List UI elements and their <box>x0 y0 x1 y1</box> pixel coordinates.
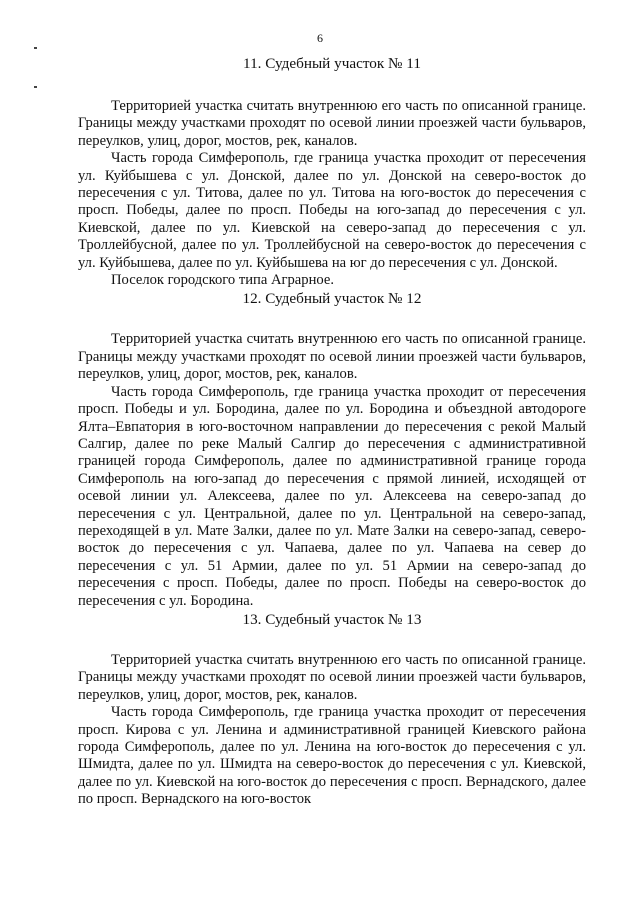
paragraph: Поселок городского типа Аграрное. <box>111 272 334 289</box>
section-heading: 12. Судебный участок № 12 <box>242 290 422 308</box>
paragraph: Часть города Симферополь, где граница участка проходит от пересечения ул. Куйбышева с ул. Донской, далее по ул. Донской на северо-восток до пересечения с ул. Титова, далее по ул. Титова на юго-восток до пересечения с просп. Победы, далее по просп. Победы на юго-запад до пересечения с ул. Киевской, далее по ул. Киевской на северо-запад до пересечения с ул. Троллейбусной, далее по ул. Троллейбусной на северо-восток до пересечения с ул. Куйбышева, далее по ул. Куйбышева на юг до пересечения с ул. Донской. <box>78 150 586 271</box>
scan-mark <box>34 47 37 49</box>
paragraph: Территорией участка считать внутреннюю его часть по описанной границе. Границы между участками проходят по осевой линии проезжей части бульваров, переулков, улиц, дорог, мостов, рек, каналов. <box>78 98 586 149</box>
section-13 <box>78 610 586 809</box>
page-number: 6 <box>317 31 323 45</box>
section-heading: 13. Судебный участок № 13 <box>242 610 422 628</box>
scan-mark <box>34 86 37 88</box>
section-12 <box>78 289 586 610</box>
section-11 <box>78 54 586 289</box>
section-heading: 11. Судебный участок № 11 <box>243 55 421 72</box>
paragraph: Территорией участка считать внутреннюю его часть по описанной границе. Границы между участками проходят по осевой линии проезжей части бульваров, переулков, улиц, дорог, мостов, рек, каналов. <box>78 651 586 703</box>
paragraph: Часть города Симферополь, где граница участка проходит от пересечения просп. Победы и ул. Бородина, далее по ул. Бородина и объездной автодороге Ялта–Евпатория в юго-восточном направлении до пересечения с рекой Малый Салгир, далее по реке Малый Салгир до пересечения с административной границей города Симферополь, далее по административной границе города Симферополь на юго-запад до пересечения с прямой линией, исходящей от осевой линии ул. Алексеева, далее по ул. Алексеева на северо-запад до пересечения с ул. Центральной, далее по ул. Центральной на северо-запад, переходящей в ул. Мате Залки, далее по ул. Мате Залки на северо-запад, северо-восток до пересечения с ул. Чапаева, далее по ул. Чапаева на север до пересечения с ул. 51 Армии, далее по ул. 51 Армии на северо-запад до пересечения с просп. Победы, далее по просп. Победы на северо-восток до пересечения с ул. Бородина. <box>78 383 586 609</box>
paragraph: Часть города Симферополь, где граница участка проходит от пересечения просп. Кирова с ул. Ленина и административной границей Киевского района города Симферополь, далее по ул. Ленина на юго-восток до пересечения с ул. Шмидта, далее по ул. Шмидта на северо-восток до пересечения с ул. Киевской, далее по ул. Киевской на юго-восток до пересечения с просп. Вернадского, далее по просп. Вернадского на юго-восток <box>78 704 586 808</box>
paragraph: Территорией участка считать внутреннюю его часть по описанной границе. Границы между участками проходят по осевой линии проезжей части бульваров, переулков, улиц, дорог, мостов, рек, каналов. <box>78 331 586 383</box>
document-body <box>78 54 586 809</box>
